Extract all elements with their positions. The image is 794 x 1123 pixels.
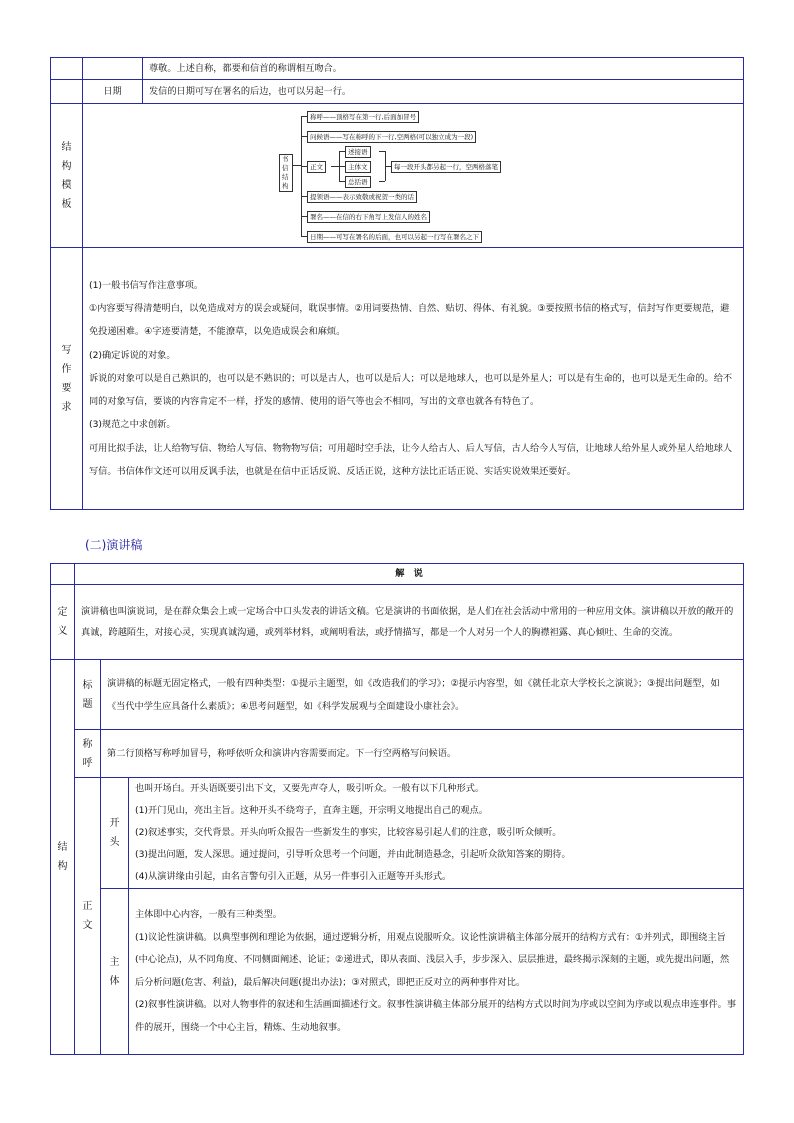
writing-requirements xyxy=(83,248,744,510)
opening-line: (4)从演讲缘由引起，由名言警句引入正题，从另一件事引入正题等开头形式。 xyxy=(135,871,452,882)
writing-label: 写 作 要 求 xyxy=(51,248,83,510)
writing-para: 可用比拟手法，让人给物写信、物给人写信、物物物写信；可用超时空手法，让今人给古人、后人写信，古人给今人写信，让地球人给外星人或外星人给地球人写信。书信体作文还可以用反讽手法，也就是在信中正话反说、反话正说，这种方法比正话正说、实话实说效果还要好。 xyxy=(89,442,733,478)
empty-cell xyxy=(51,564,75,585)
main-line: 主体即中心内容，一般有三种类型。 xyxy=(135,909,282,920)
writing-para: ①内容要写得清楚明白，以免造成对方的误会或疑问，耽误事情。②用词要热情、自然、贴切、得体、有礼貌。③要按照书信的格式写，信封写作更要规范，避免投递困难。④字迹要清楚，不能潦草，以免造成误会和麻烦。 xyxy=(89,302,730,338)
opening-label: 开 头 xyxy=(101,778,129,889)
writing-para: (1)一般书信写作注意事项。 xyxy=(89,279,204,291)
writing-para: 诉说的对象可以是自己熟识的，也可以是不熟识的；可以是古人，也可以是后人；可以是地球人，也可以是外星人；可以是有生命的，也可以是无生命的。给不同的对象写信，要谈的内容肯定不一样，抒发的感情、使用的语气等也会不相同，写出的文章也就各有特色了。 xyxy=(89,372,733,408)
diagram-body-part-3: 总括语 xyxy=(345,176,371,188)
diagram-body-label: 正文 xyxy=(307,161,326,173)
opening-text xyxy=(129,778,744,889)
diagram-item-signature: 署名——在信的右下角写上发信人的姓名 xyxy=(307,211,430,223)
structure-label: 结 构 模 板 xyxy=(51,104,83,248)
main-label: 主 体 xyxy=(101,889,129,1055)
date-text: 发信的日期可写在署名的后边，也可以另起一行。 xyxy=(143,80,744,104)
diagram-item-closing: 提领语——表示致敬或祝贺一类的话 xyxy=(307,191,417,203)
main-line: (2)叙事性演讲稿。以对人物事件的叙述和生活画面描述行文。叙事性演讲稿主体部分展开的结构方式以时间为序或以空间为序或以观点串连事件。事件的展开，围绕一个中心主旨，精炼、生动地叙事。 xyxy=(135,999,737,1033)
intro-row-text: 尊敬。上述自称，都要和信首的称谓相互吻合。 xyxy=(143,58,744,80)
definition-label: 定 义 xyxy=(51,585,75,660)
empty-cell xyxy=(83,58,143,80)
structure-label: 结 构 xyxy=(51,660,75,1055)
opening-line: (3)提出问题，发人深思。通过提问，引导听众思考一个问题，并由此制造悬念，引起听众欲知答案的期待。 xyxy=(135,849,571,860)
empty-cell xyxy=(51,58,83,80)
writing-para: (3)规范之中求创新。 xyxy=(89,419,176,431)
date-label: 日期 xyxy=(83,80,143,104)
diagram-root: 书信结构 xyxy=(279,154,293,192)
definition-text: 演讲稿也叫演说词，是在群众集会上或一定场合中口头发表的讲话文稿。它是演讲的书面依据，是人们在社会活动中常用的一种应用文体。演讲稿以开放的敞开的真诚，跨越陌生，对接心灵，实现真诚沟通，或列举材料，或阐明看法，或抒情描写，都是一个人对另一个人的胸襟袒露、真心倾吐、生命的交流。 xyxy=(75,585,744,660)
empty-cell xyxy=(51,80,83,104)
structure-diagram-cell xyxy=(83,104,744,248)
main-line: (1)议论性演讲稿。以典型事例和理论为依据，通过逻辑分析，用观点说服听众。议论性演讲稿主体部分展开的结构方式有：①并列式，即围绕主旨(中心论点)，从不同角度、不同侧面阐述、论证；②递进式，即从表面、浅层入手，步步深入、层层推进，最终揭示深刻的主题，或先提出问题，然后分析问题(危害、利益)，最后解决问题(提出办法)；③对照式，即把正反对立的两种事件对比。 xyxy=(135,931,730,988)
diagram-item-date: 日期——可写在署名的后面，也可以另起一行写在署名之下 xyxy=(307,231,482,243)
address-label: 称 呼 xyxy=(75,730,101,778)
main-text xyxy=(129,889,744,1055)
table-header: 解 说 xyxy=(75,564,744,585)
diagram-body-part-2: 主体文 xyxy=(345,161,371,173)
title-label: 标 题 xyxy=(75,660,101,730)
speech-table xyxy=(50,563,744,1055)
letter-format-table xyxy=(50,57,744,510)
letter-structure-diagram xyxy=(83,110,743,242)
diagram-body-note: 每一段开头都另起一行，空两格落笔 xyxy=(391,161,501,173)
diagram-item-greeting: 问候语——写在称呼的下一行,空两格(可以独立成为一段) xyxy=(307,131,476,143)
diagram-item-address: 称呼——顶格写在第一行,后面加冒号 xyxy=(307,111,419,123)
opening-line: 也叫开场白。开头语既要引出下文，又要先声夺人，吸引听众。一般有以下几种形式。 xyxy=(135,783,485,794)
opening-line: (1)开门见山，亮出主旨。这种开头不绕弯子，直奔主题，开宗明义地提出自己的观点。 xyxy=(135,805,488,816)
writing-para: (2)确定诉说的对象。 xyxy=(89,349,176,361)
diagram-body-part-1: 述接语 xyxy=(345,146,371,158)
body-label: 正 文 xyxy=(75,778,101,1055)
opening-line: (2)叙述事实，交代背景。开头向听众报告一些新发生的事实，比较容易引起人们的注意，吸引听众倾听。 xyxy=(135,827,562,838)
section-title: (二)演讲稿 xyxy=(85,538,143,552)
title-text: 演讲稿的标题无固定格式，一般有四种类型：①提示主题型，如《改造我们的学习》；②提示内容型，如《就任北京大学校长之演说》；③提出问题型，如《当代中学生应具备什么素质》；④思考问题型，如《科学发展观与全面建设小康社会》。 xyxy=(101,660,744,730)
address-text: 第二行顶格写称呼加冒号，称呼依听众和演讲内容需要而定。下一行空两格写问候语。 xyxy=(101,730,744,778)
